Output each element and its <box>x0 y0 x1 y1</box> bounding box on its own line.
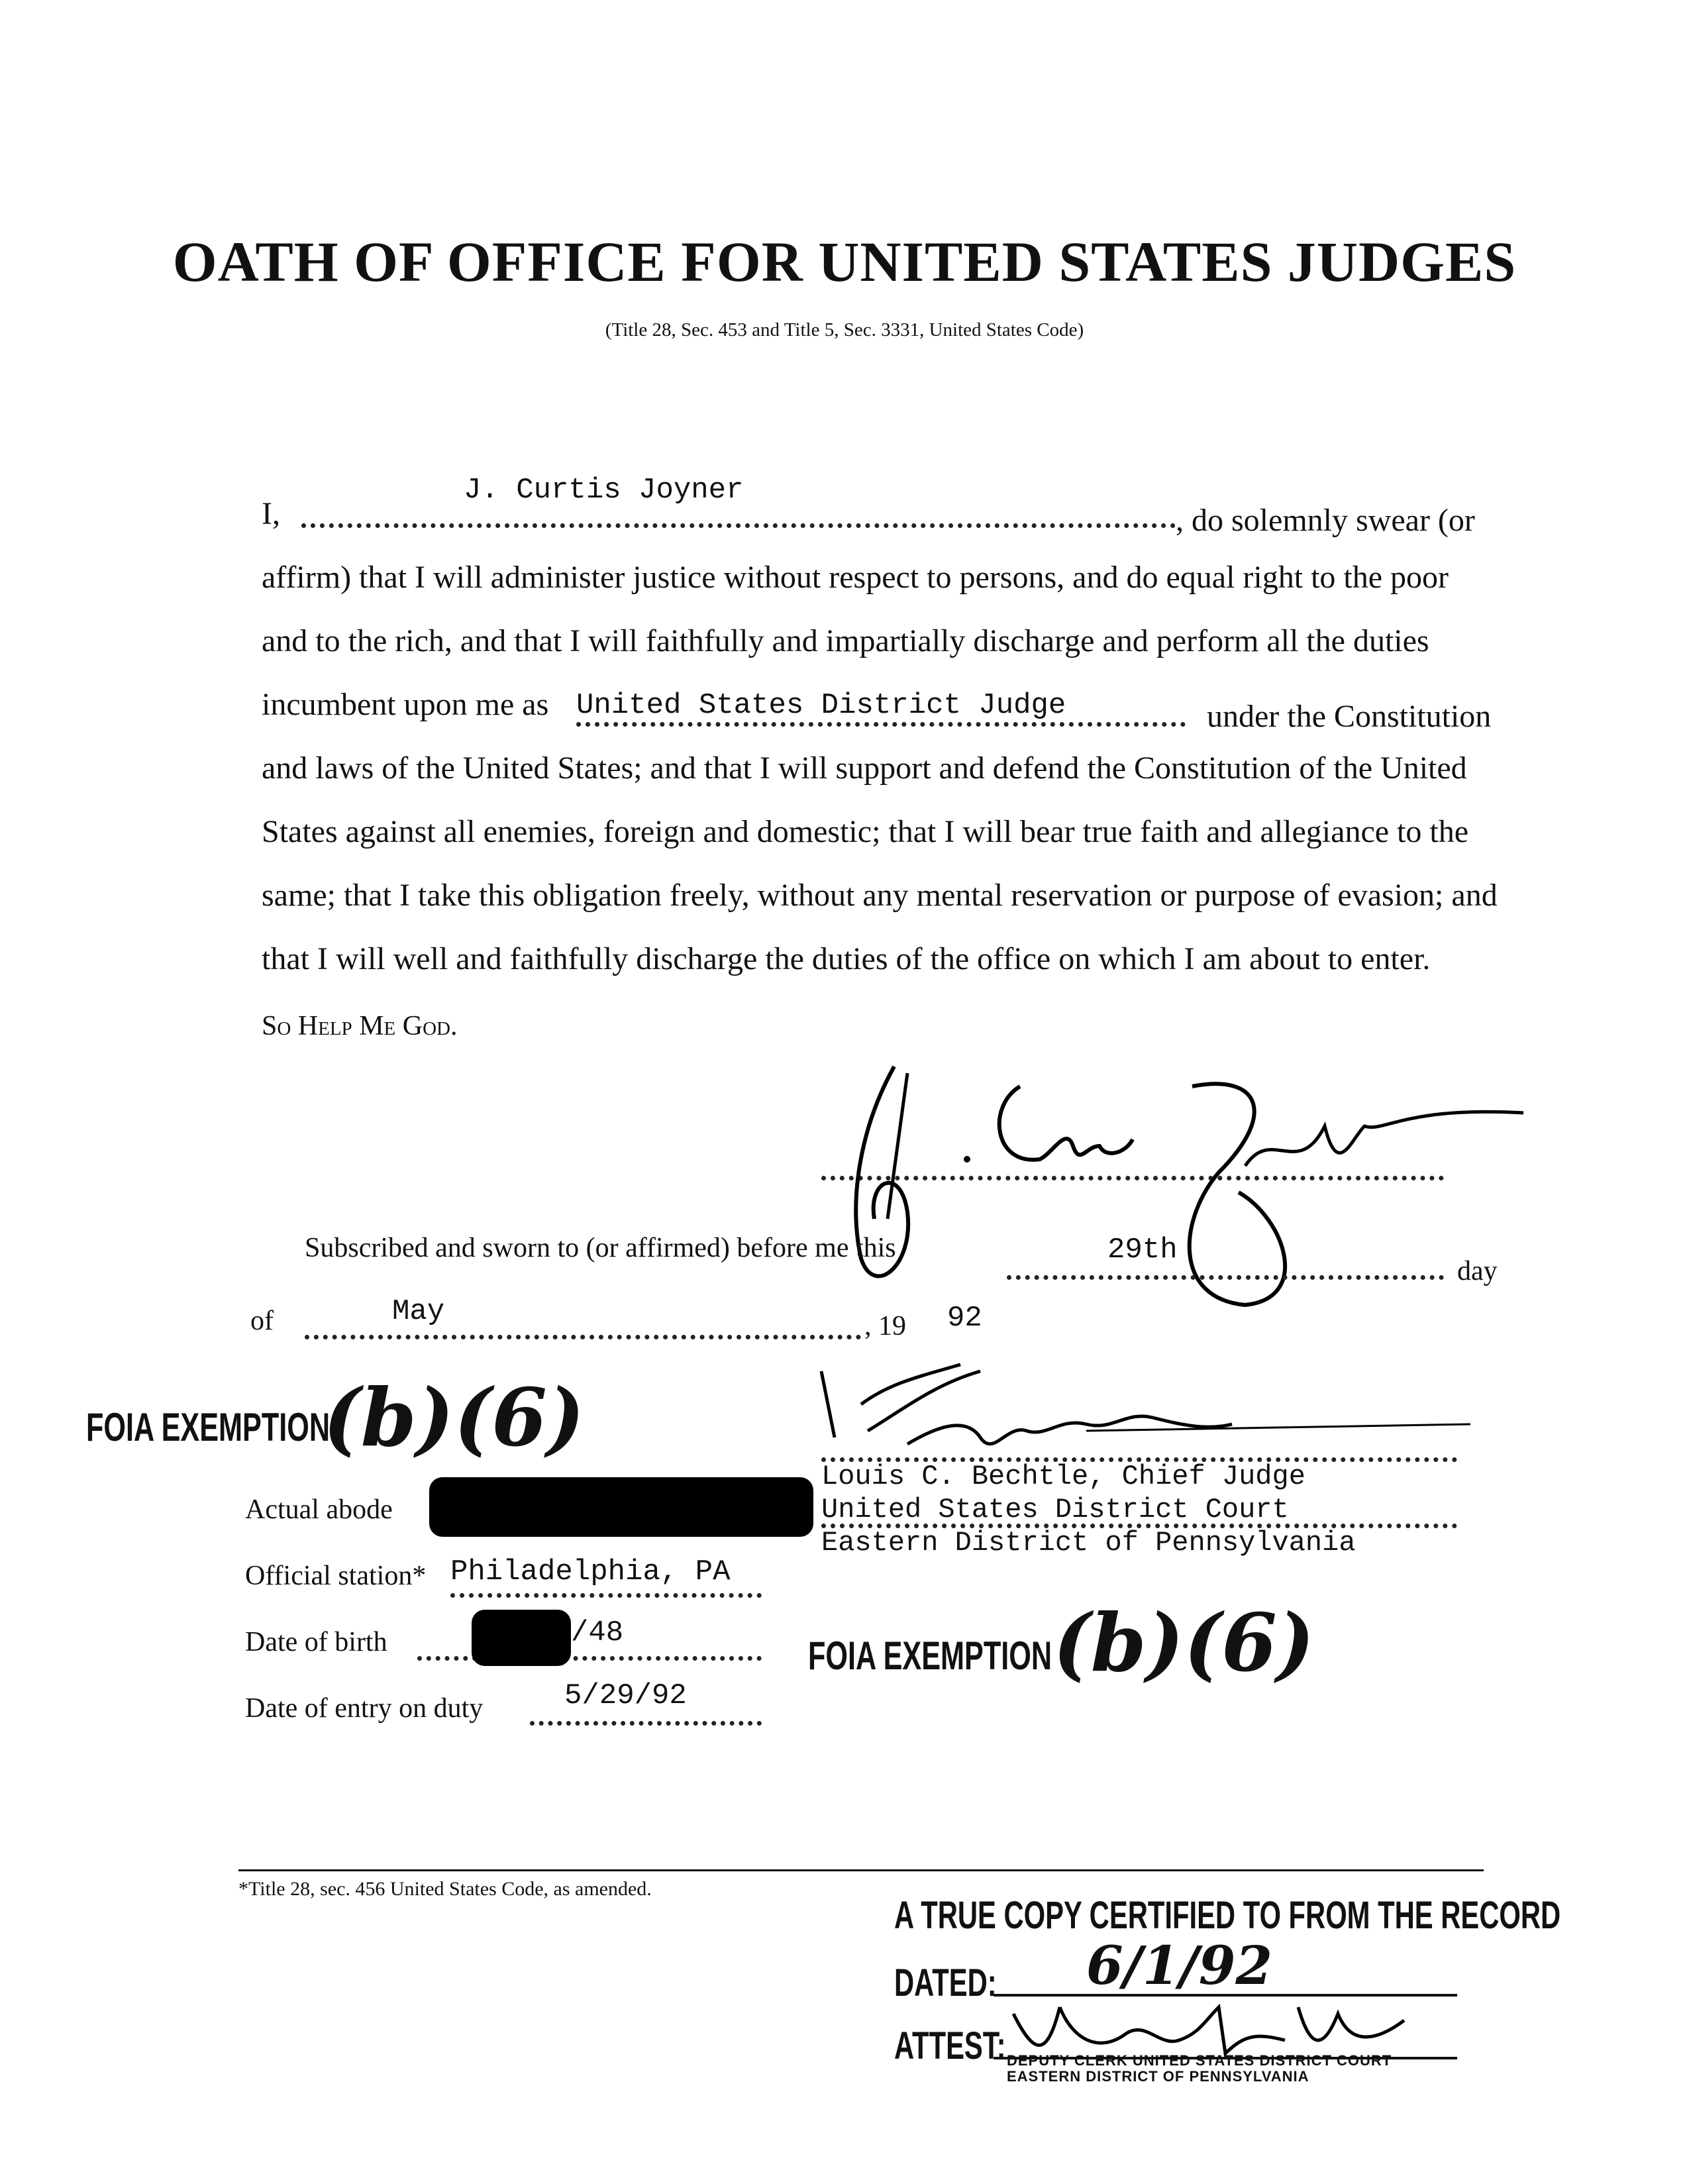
foia-stamp-2-code: (b)(6) <box>1053 1596 1315 1690</box>
sworn-of-label: of <box>250 1306 274 1336</box>
sworn-day-value: 29th <box>1107 1233 1178 1267</box>
abode-label: Actual abode <box>245 1494 393 1525</box>
foia-stamp-1-code: (b)(6) <box>323 1371 585 1465</box>
sworn-prefix: Subscribed and sworn to (or affirmed) before me this <box>305 1233 896 1263</box>
dob-label: Date of birth <box>245 1627 387 1657</box>
clerk-line1: DEPUTY CLERK UNITED STATES DISTRICT COURT <box>1007 2052 1392 2069</box>
oath-line1-prefix: I, <box>262 496 280 531</box>
name-dotted-line <box>301 523 1176 528</box>
office-title: United States District Judge <box>576 689 1066 722</box>
station-dotted-line <box>450 1593 762 1598</box>
document-subtitle: (Title 28, Sec. 453 and Title 5, Sec. 3331, United States Code) <box>605 319 1084 340</box>
judge-signature <box>821 1047 1537 1338</box>
entry-value: 5/29/92 <box>564 1679 687 1712</box>
station-value: Philadelphia, PA <box>450 1555 731 1588</box>
oath-line3: and to the rich, and that I will faithfully and impartially discharge and perform all the duties <box>262 623 1429 658</box>
oath-closing: So Help Me God. <box>262 1011 458 1041</box>
sworn-year-prefix: , 19 <box>864 1311 906 1341</box>
chief-judge-signature <box>808 1358 1484 1471</box>
judge-name: J. Curtis Joyner <box>464 474 744 507</box>
oath-line4-suffix: under the Constitution <box>1207 699 1492 734</box>
sworn-day-label: day <box>1457 1256 1498 1286</box>
attest-label: ATTEST: <box>894 2024 1006 2067</box>
footnote: *Title 28, sec. 456 United States Code, as amended. <box>238 1878 652 1900</box>
dob-value: /48 <box>571 1616 624 1649</box>
dob-redaction <box>472 1610 571 1666</box>
officer-line3: Eastern District of Pennsylvania <box>821 1527 1356 1559</box>
dated-value: 6/1/92 <box>1086 1934 1273 1997</box>
document-title: OATH OF OFFICE FOR UNITED STATES JUDGES <box>172 230 1517 293</box>
month-dotted-line <box>305 1335 861 1339</box>
officer-line2: United States District Court <box>821 1494 1289 1526</box>
clerk-line2: EASTERN DISTRICT OF PENNSYLVANIA <box>1007 2068 1309 2085</box>
certification-heading: A TRUE COPY CERTIFIED TO FROM THE RECORD <box>894 1894 1561 1937</box>
foia-stamp-1-label: FOIA EXEMPTION <box>86 1405 331 1449</box>
office-dotted-line <box>576 722 1186 727</box>
footnote-rule <box>238 1869 1484 1871</box>
officer-line1: Louis C. Bechtle, Chief Judge <box>821 1461 1305 1492</box>
sworn-month-value: May <box>392 1295 445 1328</box>
oath-line4-prefix: incumbent upon me as <box>262 687 549 722</box>
dob-dotted-line <box>417 1656 762 1661</box>
oath-line8: that I will well and faithfully discharge the duties of the office on which I am about to enter. <box>262 941 1431 976</box>
oath-line5: and laws of the United States; and that I will support and defend the Constitution of the United <box>262 751 1467 786</box>
oath-line7: same; that I take this obligation freely, without any mental reservation or purpose of evasion; and <box>262 878 1498 913</box>
abode-redaction <box>429 1477 813 1537</box>
oath-line6: States against all enemies, foreign and domestic; that I will bear true faith and allegiance to the <box>262 814 1469 849</box>
foia-stamp-2-label: FOIA EXEMPTION <box>808 1634 1052 1678</box>
day-dotted-line <box>1007 1275 1444 1280</box>
sworn-year-value: 92 <box>947 1302 982 1335</box>
entry-dotted-line <box>530 1721 762 1726</box>
entry-label: Date of entry on duty <box>245 1693 484 1724</box>
oath-line1-suffix: , do solemnly swear (or <box>1176 503 1475 538</box>
oath-line2: affirm) that I will administer justice without respect to persons, and do equal right to the poor <box>262 560 1449 595</box>
dated-label: DATED: <box>894 1961 997 2004</box>
station-label: Official station* <box>245 1561 427 1591</box>
